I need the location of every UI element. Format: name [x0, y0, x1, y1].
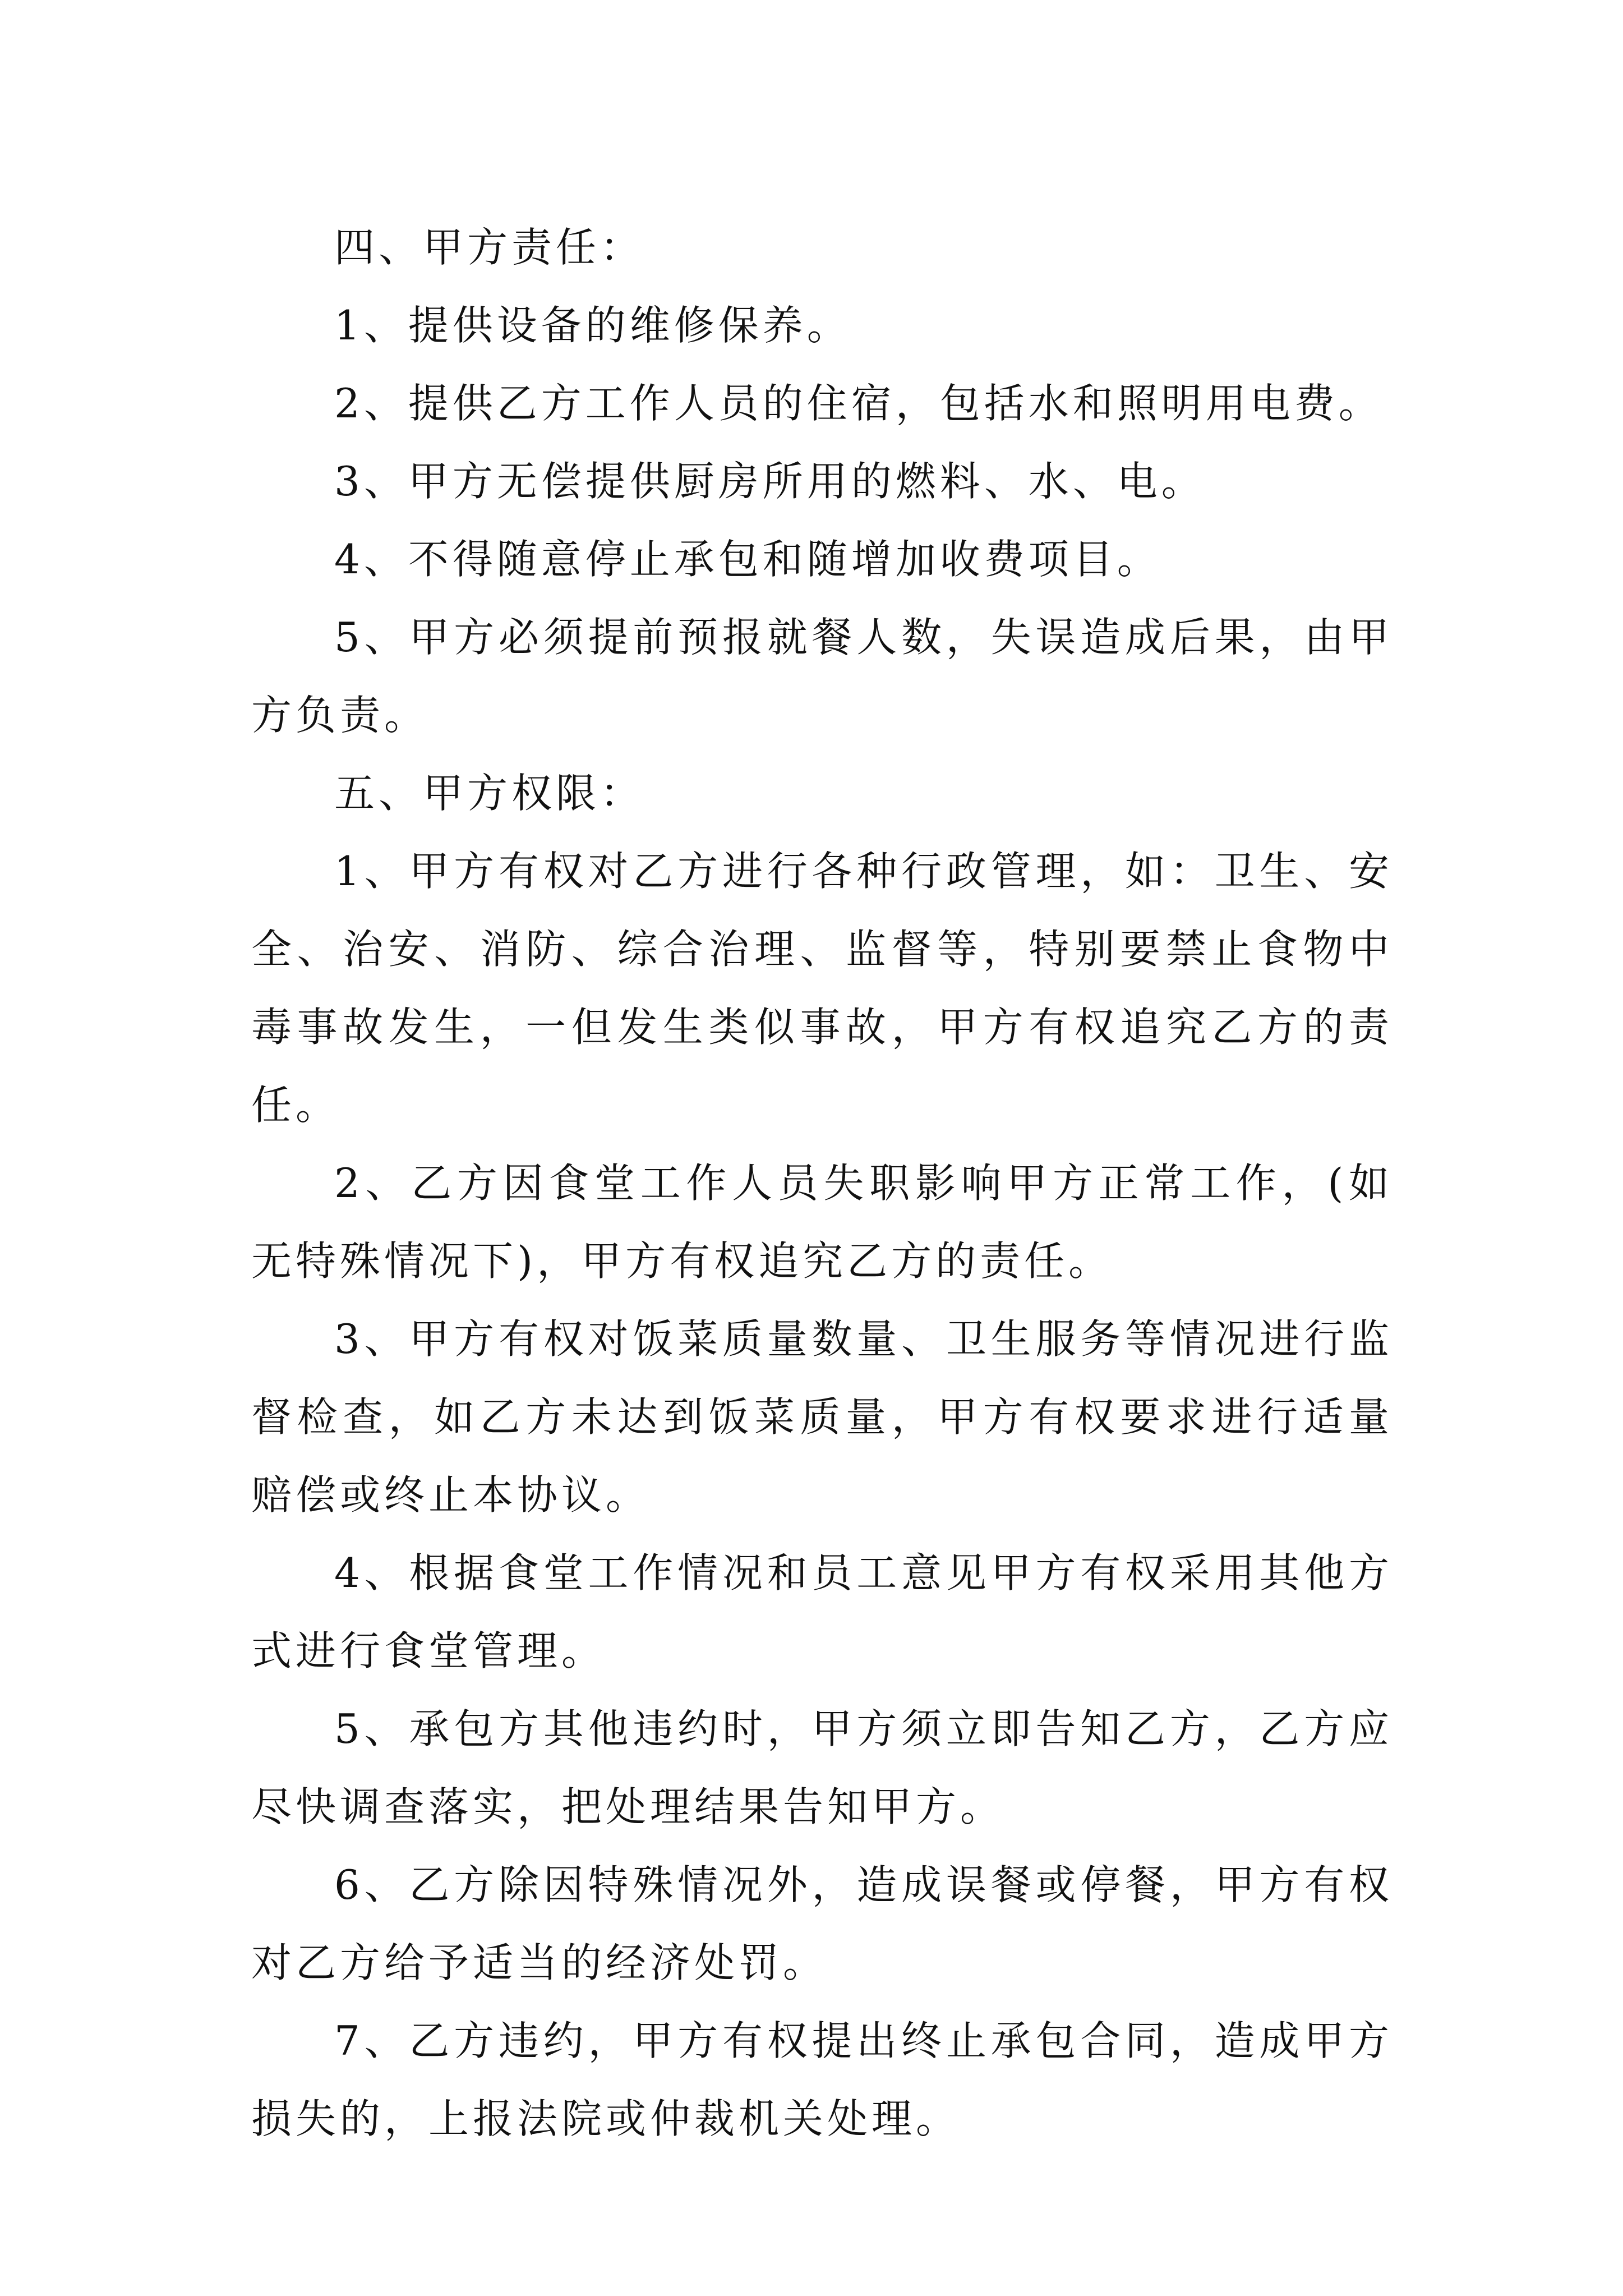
document-body: [251, 209, 1393, 2158]
clause-4-2: 2、提供乙方工作人员的住宿，包括水和照明用电费。: [334, 380, 1383, 427]
clause-4-1: 1、提供设备的维修保养。: [334, 302, 851, 349]
clause-4-3: 3、甲方无偿提供厨房所用的燃料、水、电。: [334, 458, 1206, 505]
clause-5-5: 5、承包方其他违约时，甲方须立即告知乙方，乙方应尽快调查落实，把处理结果告知甲方。: [251, 1705, 1393, 1830]
clause-5-4: 4、根据食堂工作情况和员工意见甲方有权采用其他方式进行食堂管理。: [251, 1549, 1393, 1674]
section-heading-party-a-responsibilities: 四、甲方责任：: [334, 224, 645, 271]
clause-5-7: 7、乙方违约，甲方有权提出终止承包合同，造成甲方损失的，上报法院或仲裁机关处理。: [251, 2017, 1393, 2142]
clause-5-6: 6、乙方除因特殊情况外，造成误餐或停餐，甲方有权对乙方给予适当的经济处罚。: [251, 1861, 1393, 1986]
clause-5-1: 1、甲方有权对乙方进行各种行政管理，如：卫生、安全、治安、消防、综合治理、监督等，特别要禁止食物中毒事故发生，一但发生类似事故，甲方有权追究乙方的责任。: [251, 848, 1393, 1129]
clause-5-3: 3、甲方有权对饭菜质量数量、卫生服务等情况进行监督检查，如乙方未达到饭菜质量，甲方有权要求进行适量赔偿或终止本协议。: [251, 1315, 1393, 1519]
clause-4-4: 4、不得随意停止承包和随增加收费项目。: [334, 536, 1161, 583]
section-heading-party-a-rights: 五、甲方权限：: [334, 770, 645, 817]
clause-4-5: 5、甲方必须提前预报就餐人数，失误造成后果，由甲方负责。: [251, 614, 1393, 739]
clause-5-2: 2、乙方因食堂工作人员失职影响甲方正常工作，(如无特殊情况下)，甲方有权追究乙方的责任。: [251, 1159, 1393, 1285]
